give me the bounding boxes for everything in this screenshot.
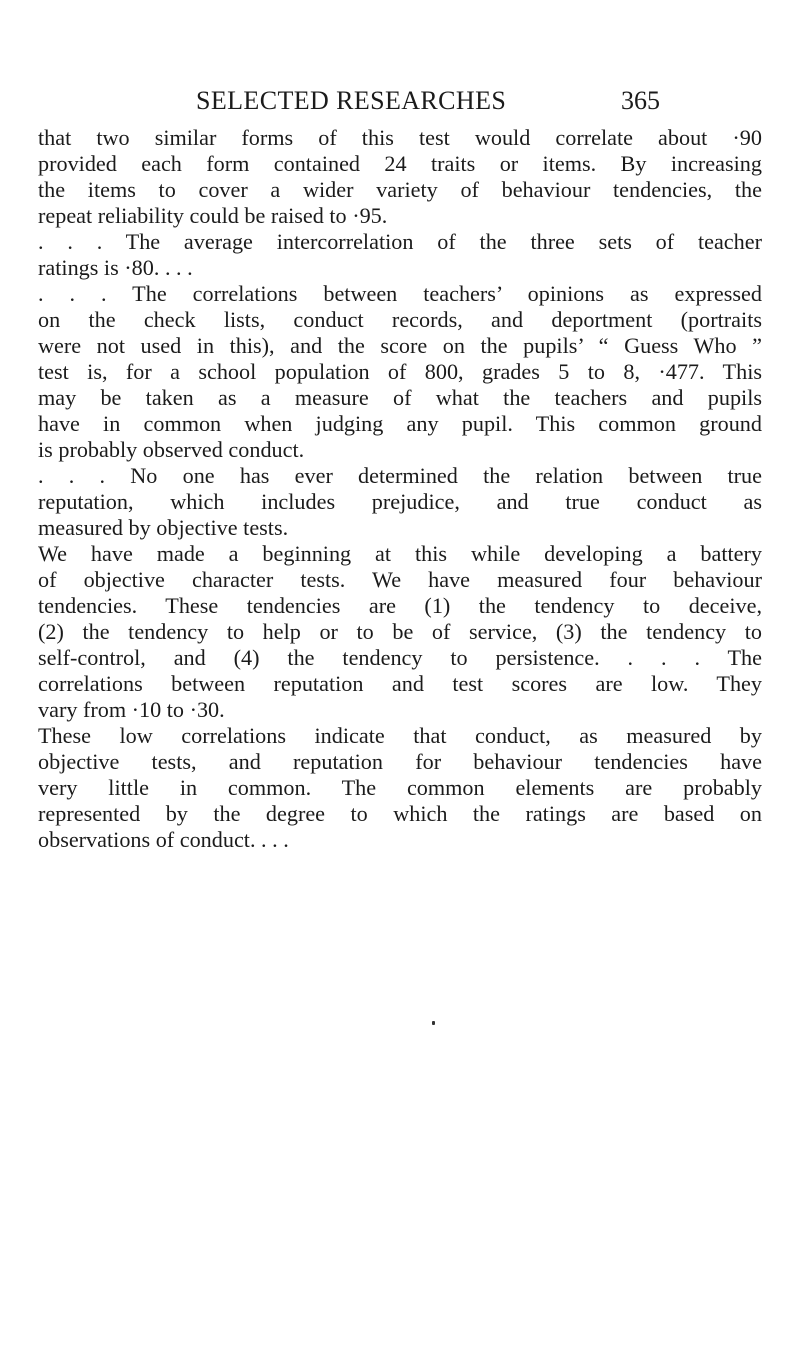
text-line: correlations between reputation and test scores are low. They bbox=[38, 671, 762, 696]
text-line: . . . The correlations between teachers’ opinions as expressed bbox=[38, 281, 762, 306]
page-header bbox=[0, 86, 800, 118]
text-line: We have made a beginning at this while developing a battery bbox=[38, 541, 762, 566]
text-line: measured by objective tests. bbox=[38, 515, 289, 540]
text-line: the items to cover a wider variety of behaviour tendencies, the bbox=[38, 177, 762, 202]
text-line: repeat reliability could be raised to ·95. bbox=[38, 203, 388, 228]
text-line: These low correlations indicate that conduct, as measured by bbox=[38, 723, 762, 748]
text-line: may be taken as a measure of what the teachers and pupils bbox=[38, 385, 762, 410]
running-head: SELECTED RESEARCHES bbox=[196, 86, 507, 115]
text-line: reputation, which includes prejudice, and true conduct as bbox=[38, 489, 762, 514]
text-line: . . . The average intercorrelation of the three sets of teacher bbox=[38, 229, 762, 254]
text-line: provided each form contained 24 traits or items. By increasing bbox=[38, 151, 762, 176]
page-number: 365 bbox=[621, 86, 660, 115]
text-line: were not used in this), and the score on the pupils’ “ Guess Who ” bbox=[38, 333, 762, 358]
text-line: self-control, and (4) the tendency to persistence. . . . The bbox=[38, 645, 762, 670]
text-line: that two similar forms of this test would correlate about ·90 bbox=[38, 125, 762, 150]
stray-ink-mark bbox=[432, 1021, 435, 1025]
text-line: . . . No one has ever determined the relation between true bbox=[38, 463, 762, 488]
text-line: observations of conduct. . . . bbox=[38, 827, 289, 852]
text-line: represented by the degree to which the ratings are based on bbox=[38, 801, 762, 826]
text-line: have in common when judging any pupil. This common ground bbox=[38, 411, 762, 436]
text-line: objective tests, and reputation for behaviour tendencies have bbox=[38, 749, 762, 774]
text-line: tendencies. These tendencies are (1) the tendency to deceive, bbox=[38, 593, 762, 618]
text-line: is probably observed conduct. bbox=[38, 437, 305, 462]
text-line: of objective character tests. We have measured four behaviour bbox=[38, 567, 762, 592]
text-line: ratings is ·80. . . . bbox=[38, 255, 193, 280]
text-line: very little in common. The common elements are probably bbox=[38, 775, 762, 800]
text-line: test is, for a school population of 800, grades 5 to 8, ·477. This bbox=[38, 359, 762, 384]
text-body bbox=[38, 125, 762, 853]
text-line: (2) the tendency to help or to be of service, (3) the tendency to bbox=[38, 619, 762, 644]
text-line: on the check lists, conduct records, and deportment (portraits bbox=[38, 307, 762, 332]
text-line: vary from ·10 to ·30. bbox=[38, 697, 225, 722]
